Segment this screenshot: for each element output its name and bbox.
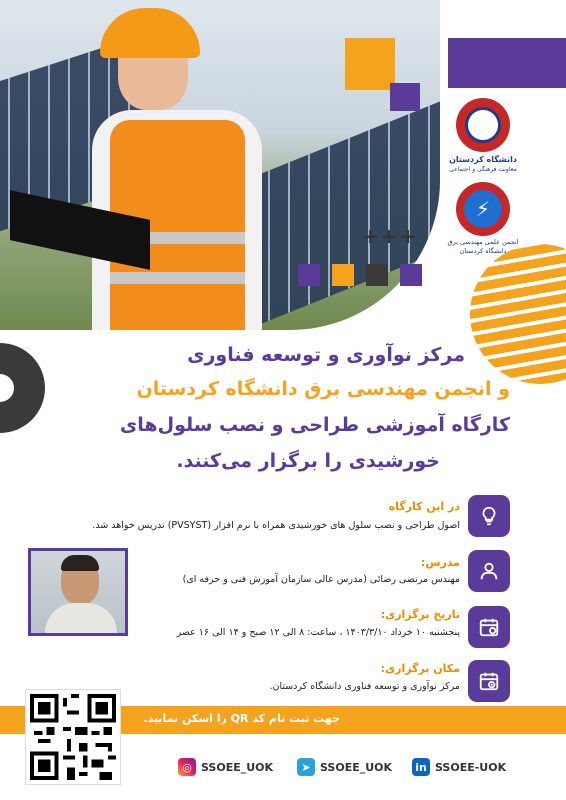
instagram-link[interactable] bbox=[178, 758, 273, 776]
place-icon-box bbox=[468, 660, 510, 702]
deco-orange-square bbox=[345, 38, 395, 90]
register-text: جهت ثبت نام کد QR را اسکن نمایید. bbox=[143, 712, 340, 725]
square-orange bbox=[332, 264, 354, 286]
telegram-link[interactable] bbox=[297, 758, 392, 776]
association-sub: دانشگاه کردستان bbox=[459, 247, 507, 255]
instagram-icon: ◎ bbox=[178, 758, 196, 776]
place-text: مرکز نوآوری و توسعه فناوری دانشگاه کردستان. bbox=[269, 681, 460, 692]
instagram-handle: SSOEE_UOK bbox=[201, 760, 274, 774]
telegram-icon: ➤ bbox=[297, 758, 315, 776]
linkedin-link[interactable] bbox=[412, 758, 506, 776]
square-purple-2 bbox=[400, 264, 422, 286]
user-icon bbox=[478, 560, 500, 582]
association-logo: ⚡ bbox=[456, 182, 510, 236]
place-label: مکان برگزاری: bbox=[380, 662, 460, 675]
lightbulb-icon bbox=[478, 505, 500, 527]
topic-icon-box bbox=[468, 495, 510, 537]
linkedin-icon: in bbox=[412, 758, 430, 776]
qr-code[interactable] bbox=[26, 690, 120, 784]
deco-purple-bar bbox=[448, 38, 566, 88]
university-logo bbox=[456, 98, 510, 152]
headline-line-4: خورشیدی را برگزار می‌کنند. bbox=[176, 450, 440, 472]
association-name: انجمن علمی مهندسی برق bbox=[447, 238, 519, 246]
square-purple-1 bbox=[298, 264, 320, 286]
teacher-label: مدرس: bbox=[420, 556, 460, 569]
plus-signs: +++ bbox=[362, 224, 419, 248]
striped-sun-circle bbox=[470, 244, 566, 384]
teacher-photo bbox=[28, 548, 128, 636]
headline-line-2: و انجمن مهندسی برق دانشگاه کردستان bbox=[136, 378, 510, 400]
university-name: دانشگاه کردستان bbox=[449, 155, 517, 164]
teacher-icon-box bbox=[468, 550, 510, 592]
linkedin-handle: SSOEE-UOK bbox=[435, 760, 507, 774]
telegram-handle: SSOEE_UOK bbox=[320, 760, 393, 774]
date-text: پنجشنبه ۱۰ خرداد ۱۴۰۳/۳/۱۰ ، ساعت: ۸ الی ۱۲ صبح و ۱۴ الی ۱۶ عصر bbox=[176, 627, 460, 638]
topic-label: در این کارگاه bbox=[388, 500, 460, 513]
calendar-clock-icon bbox=[478, 670, 500, 692]
calendar-icon bbox=[478, 616, 500, 638]
university-sub: معاونت فرهنگی و اجتماعی bbox=[449, 166, 517, 173]
topic-text: اصول طراحی و نصب سلول های خورشیدی همراه با نرم افزار (PVSYST) تدریس خواهد شد. bbox=[92, 520, 460, 531]
date-icon-box bbox=[468, 606, 510, 648]
headline-line-1: مرکز نوآوری و توسعه فناوری bbox=[187, 344, 465, 366]
headline-line-3: کارگاه آموزشی طراحی و نصب سلول‌های bbox=[119, 414, 510, 436]
square-dark bbox=[366, 264, 388, 286]
vest-stripe-2 bbox=[110, 272, 245, 284]
date-label: تاریخ برگزاری: bbox=[380, 608, 460, 621]
deco-purple-square bbox=[390, 83, 420, 111]
teacher-text: مهندس مرتضی رضائی (مدرس عالی سازمان آموزش فنی و حرفه ای) bbox=[182, 574, 460, 585]
